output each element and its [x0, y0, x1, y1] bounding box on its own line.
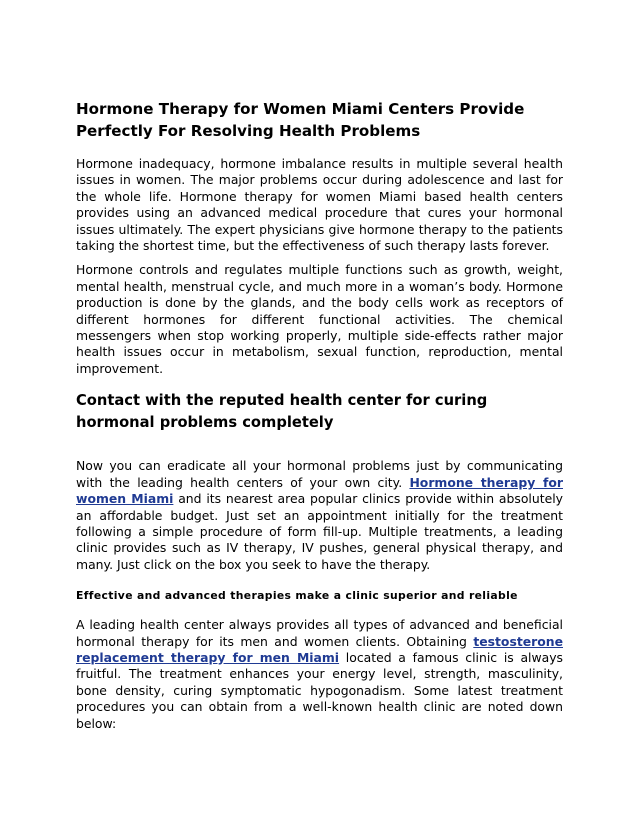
contact-text-after: and its nearest area popular clinics provide within absolutely an affordable budget. Just set an appointment initially for the treatment following a simple procedure of form fill-up. Multiple treatments, a leading clinic provides such as IV therapy, IV pushes, general physical therapy, and many. Just click on the box you seek to have the therapy. [76, 491, 563, 572]
contact-paragraph [76, 458, 563, 573]
contact-text-before: Now you can eradicate all your hormonal problems just by communicating with the leading health centers of your own city. [76, 458, 563, 490]
article-title: Hormone Therapy for Women Miami Centers Provide Perfectly For Resolving Health Problems [76, 100, 525, 140]
intro-paragraph: Hormone inadequacy, hormone imbalance results in multiple several health issues in women. The major problems occur during adolescence and last for the whole life. Hormone therapy for women Miami based health centers provides using an advanced medical procedure that cures your hormonal issues ultimately. The expert physicians give hormone therapy to the patients taking the shortest time, but the effectiveness of such therapy lasts forever. [76, 156, 563, 254]
therapies-text-before: A leading health center always provides all types of advanced and beneficial hormonal therapy for its men and women clients. Obtaining [76, 617, 563, 649]
therapies-paragraph [76, 617, 563, 732]
article-body [76, 98, 563, 732]
testosterone-therapy-men-link[interactable]: testosterone replacement therapy for men Miami [76, 633, 563, 665]
contact-section-heading: Contact with the reputed health center for curing hormonal problems completely [76, 392, 488, 432]
hormone-therapy-women-link[interactable]: Hormone therapy for women Miami [76, 474, 563, 507]
hormone-functions-paragraph: Hormone controls and regulates multiple functions such as growth, weight, mental health, menstrual cycle, and much more in a woman’s body. Hormone production is done by the glands, and the body cells work as receptors of different hormones for different functional activities. The chemical messengers when stop working properly, multiple side-effects rather major health issues occur in metabolism, sexual function, reproduction, mental improvement. [76, 262, 563, 376]
therapies-section-heading: Effective and advanced therapies make a clinic superior and reliable [76, 589, 518, 603]
therapies-text-after: located a famous clinic is always fruitful. The treatment enhances your energy level, strength, masculinity, bone density, curing symptomatic hypogonadism. Some latest treatment procedures you can obtain from a well-known health clinic are noted down below: [76, 649, 564, 731]
